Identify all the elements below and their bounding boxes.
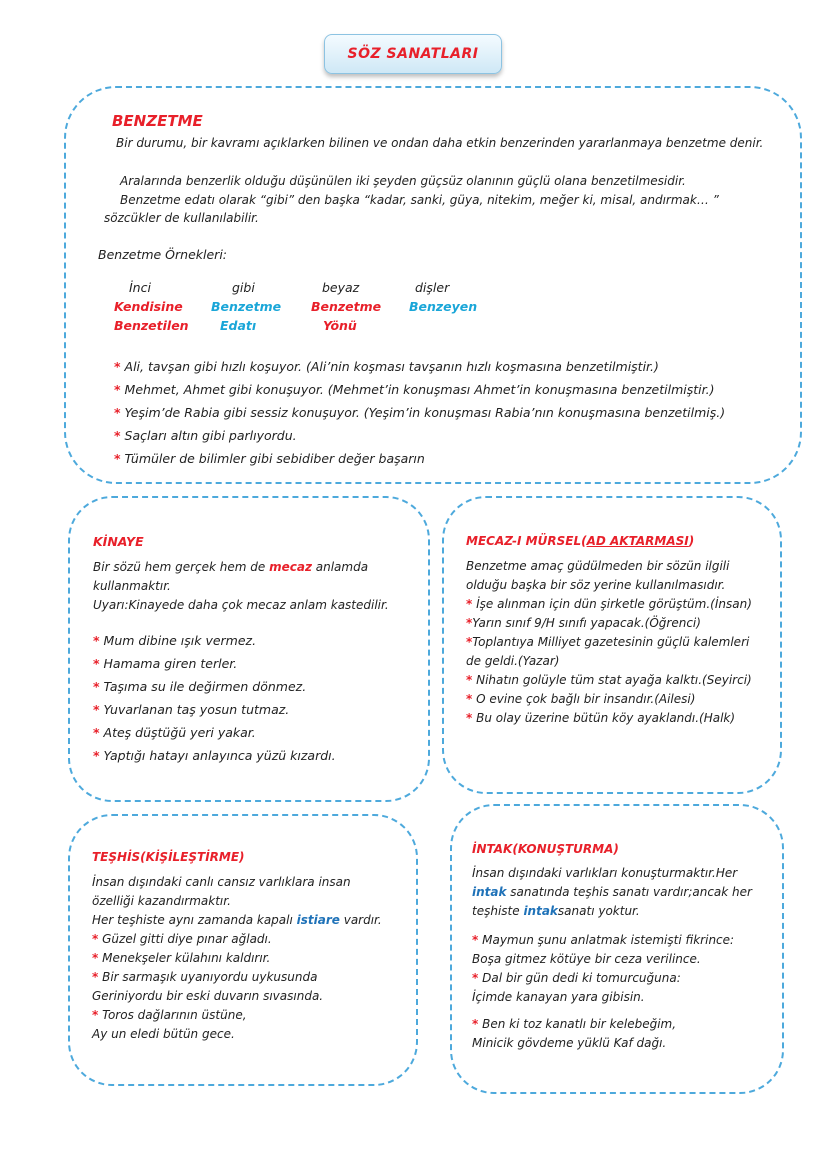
- kinaye-section: [93, 534, 393, 767]
- mecaz-keyword: mecaz: [269, 560, 312, 574]
- benzetme-para1-text: Bir durumu, bir kavramı açıklarken bilinen ve ondan daha etkin benzerinden yararlanmaya benzetme denir.: [116, 136, 764, 150]
- poem-line: Minicik gövdeme yüklü Kaf dağı.: [472, 1036, 667, 1050]
- poem-line: * Toros dağlarının üstüne,: [92, 1008, 247, 1022]
- teshis-title: TEŞHİS(KİŞİLEŞTİRME): [92, 850, 245, 864]
- list-item: * Tümüler de bilimler gibi sebidiber değer başarın: [114, 451, 425, 466]
- asterisk-icon: *: [93, 679, 100, 694]
- asterisk-icon: *: [466, 616, 473, 630]
- list-item: * O evine çok bağlı bir insandır.(Ailesi): [466, 692, 696, 706]
- list-item: * Menekşeler külahını kaldırır.: [92, 951, 271, 965]
- poem-line: * Ben ki toz kanatlı bir kelebeğim,: [472, 1017, 677, 1031]
- list-item: * Hamama giren terler.: [93, 656, 238, 671]
- benzetme-para2: [104, 172, 764, 190]
- diagram-kendisine: Kendisine: [114, 299, 183, 314]
- asterisk-icon: *: [93, 725, 100, 740]
- diagram-word-beyaz: beyaz: [322, 280, 360, 295]
- diagram-benzetilen: Benzetilen: [114, 318, 189, 333]
- diagram-benzetme-cyan: Benzetme: [211, 299, 282, 314]
- list-item: * Taşıma su ile değirmen dönmez.: [93, 679, 307, 694]
- intak-title: İNTAK(KONUŞTURMA): [472, 842, 619, 856]
- mecaz-title: MECAZ-I MÜRSEL(AD AKTARMASI): [466, 534, 695, 548]
- list-item: * Bu olay üzerine bütün köy ayaklandı.(Halk): [466, 711, 736, 725]
- asterisk-icon: *: [466, 673, 473, 687]
- list-item: *Yarın sınıf 9/H sınıfı yapacak.(Öğrenci): [466, 616, 701, 630]
- diagram-benzeyen: Benzeyen: [409, 299, 478, 314]
- list-item: * Ali, tavşan gibi hızlı koşuyor. (Ali’nin koşması tavşanın hızlı koşmasına benzetilmiştir.): [114, 359, 659, 374]
- asterisk-icon: *: [92, 951, 99, 965]
- list-item: *Toplantıya Milliyet gazetesinin güçlü kalemleri de geldi.(Yazar): [466, 635, 750, 668]
- asterisk-icon: *: [93, 633, 100, 648]
- asterisk-icon: *: [93, 748, 100, 763]
- list-item: * Güzel gitti diye pınar ağladı.: [92, 932, 272, 946]
- page-title: [324, 34, 502, 74]
- kinaye-desc: Bir sözü hem gerçek hem de mecaz anlamda kullanmaktır.: [93, 560, 369, 593]
- poem-line: Boşa gitmez kötüye bir ceza verilince.: [472, 952, 701, 966]
- poem-line: * Bir sarmaşık uyanıyordu uykusunda: [92, 970, 318, 984]
- list-item: * Mehmet, Ahmet gibi konuşuyor. (Mehmet’in konuşması Ahmet’in konuşmasına benzetilmiştir.): [114, 382, 715, 397]
- asterisk-icon: *: [466, 635, 473, 649]
- asterisk-icon: *: [466, 597, 473, 611]
- diagram-yonu: Yönü: [323, 318, 357, 333]
- kinaye-title: KİNAYE: [93, 534, 144, 549]
- asterisk-icon: *: [93, 656, 100, 671]
- poem-line: Geriniyordu bir eski duvarın sıvasında.: [92, 989, 324, 1003]
- intak-poems: [472, 931, 766, 1053]
- teshis-desc2: Her teşhiste aynı zamanda kapalı istiare vardır.: [92, 913, 382, 927]
- asterisk-icon: *: [92, 932, 99, 946]
- kinaye-list: [93, 629, 393, 767]
- diagram-edati: Edatı: [220, 318, 257, 333]
- asterisk-icon: *: [114, 359, 121, 374]
- istiare-keyword: istiare: [296, 913, 340, 927]
- asterisk-icon: *: [472, 1017, 479, 1031]
- kinaye-note: Uyarı:Kinayede daha çok mecaz anlam kastedilir.: [93, 598, 389, 612]
- intak-keyword: intak: [472, 885, 507, 899]
- asterisk-icon: *: [114, 405, 121, 420]
- poem-line: Ay un eledi bütün gece.: [92, 1027, 235, 1041]
- diagram-word-gibi: gibi: [232, 280, 255, 295]
- mecaz-section: [466, 534, 766, 728]
- asterisk-icon: *: [114, 428, 121, 443]
- list-item: * İşe alınman için dün şirketle görüştüm.(İnsan): [466, 597, 752, 611]
- list-item: * Saçları altın gibi parlıyordu.: [114, 428, 297, 443]
- asterisk-icon: *: [114, 451, 121, 466]
- poem-line: * Dal bir gün dedi ki tomurcuğuna:: [472, 971, 681, 985]
- intak-section: [472, 842, 766, 1053]
- benzetme-para2-text: Aralarında benzerlik olduğu düşünülen iki şeyden güçsüz olanının güçlü olana benzetilmesidir.: [120, 174, 686, 188]
- asterisk-icon: *: [472, 971, 479, 985]
- list-item: * Ateş düştüğü yeri yakar.: [93, 725, 256, 740]
- asterisk-icon: *: [472, 933, 479, 947]
- ad-aktarmasi-link: AD AKTARMASI: [586, 534, 689, 548]
- asterisk-icon: *: [466, 692, 473, 706]
- diagram-word-inci: İnci: [129, 280, 151, 295]
- teshis-section: [92, 850, 382, 1044]
- list-item: * Yeşim’de Rabia gibi sessiz konuşuyor. (Yeşim’in konuşması Rabia’nın konuşmasına benzetilmiş.): [114, 405, 726, 420]
- list-item: * Mum dibine ışık vermez.: [93, 633, 257, 648]
- poem-line: * Maymun şunu anlatmak istemişti fikrince:: [472, 933, 735, 947]
- list-item: * Yuvarlanan taş yosun tutmaz.: [93, 702, 290, 717]
- asterisk-icon: *: [93, 702, 100, 717]
- asterisk-icon: *: [114, 382, 121, 397]
- asterisk-icon: *: [92, 1008, 99, 1022]
- intak-desc: İnsan dışındaki varlıkları konuşturmaktır.Her intak sanatında teşhis sanatı vardır;ancak her teşhiste intaksanatı yoktur.: [472, 866, 752, 918]
- examples-label: Benzetme Örnekleri:: [98, 247, 227, 262]
- benzetme-para3: [104, 191, 764, 227]
- diagram-word-disler: dişler: [415, 280, 450, 295]
- list-item: * Nihatın golüyle tüm stat ayağa kalktı.(Seyirci): [466, 673, 752, 687]
- page-title-text: SÖZ SANATLARI: [347, 46, 479, 62]
- mecaz-desc: Benzetme amaç güdülmeden bir sözün ilgili olduğu başka bir söz yerine kullanılmasıdır.: [466, 559, 730, 592]
- mecaz-list: [466, 595, 766, 728]
- diagram-benzetme-red: Benzetme: [311, 299, 382, 314]
- teshis-desc: İnsan dışındaki canlı cansız varlıklara insan özelliği kazandırmaktır.: [92, 875, 351, 908]
- benzetme-examples: [114, 355, 784, 466]
- list-item: * Yaptığı hatayı anlayınca yüzü kızardı.: [93, 748, 336, 763]
- benzetme-title: BENZETME: [112, 112, 203, 130]
- benzetme-para1: [104, 134, 764, 152]
- intak-keyword: intak: [523, 904, 558, 918]
- benzetme-para3-text: Benzetme edatı olarak “gibi” den başka “kadar, sanki, güya, nitekim, meğer ki, misal, andırmak… ” sözcükler de kullanılabilir.: [104, 193, 719, 225]
- asterisk-icon: *: [466, 711, 473, 725]
- asterisk-icon: *: [92, 970, 99, 984]
- poem-line: İçimde kanayan yara gibisin.: [472, 990, 645, 1004]
